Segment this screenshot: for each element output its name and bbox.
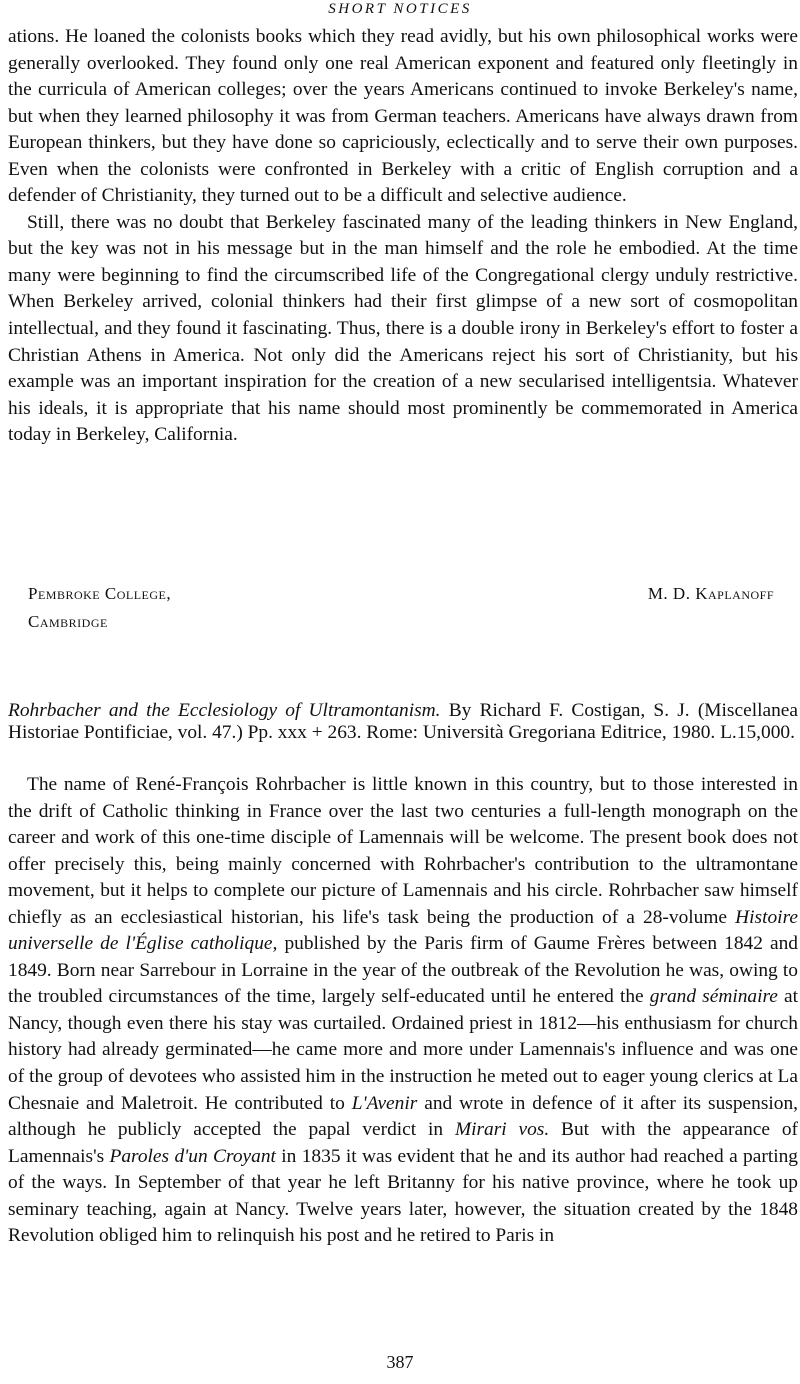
review-2-text (8, 772, 798, 1250)
affiliation-line-2: Cambridge (28, 612, 108, 631)
review-1-text (8, 24, 798, 449)
book-title: Rohrbacher and the Ecclesiology of Ultramontanism. (8, 700, 441, 721)
review-1-paragraph-2: Still, there was no doubt that Berkeley fascinated many of the leading thinkers in New England, but the key was not in his message but in the man himself and the role he embodied. At the time many were beginning to find the circumscribed life of the Congregational clergy unduly restrictive. When Berkeley arrived, colonial thinkers had their first glimpse of a new sort of cosmopolitan intellectual, and they found it fascinating. Thus, there is a double irony in Berkeley's effort to foster a Christian Athens in America. Not only did the Americans reject his sort of Christianity, but his example was an important inspiration for the creation of a new secularised intelligentsia. Whatever his ideals, it is appropriate that his name should most prominently be commemorated in America today in Berkeley, California. (8, 211, 798, 446)
italic-title-histoire: Histoire universelle de l'Église catholique, (8, 906, 798, 955)
affiliation-line-1: Pembroke College, (28, 584, 172, 603)
italic-title-paroles: Paroles d'un Croyant (109, 1145, 276, 1167)
page-number: 387 (386, 1352, 414, 1372)
running-header: SHORT NOTICES (328, 1, 472, 17)
book-details: By Richard F. Costigan, S. J. (Miscellanea Historiae Pontificiae, vol. 47.) Pp. xxx + 263. Rome: Università Gregoriana Editrice, 1980. L.15,000. (8, 700, 798, 743)
review-2-citation (8, 700, 798, 744)
review-2-paragraph: The name of René-François Rohrbacher is little known in this country, but to those interested in the drift of Catholic thinking in France over the last two centuries a full-length monograph on the career and work of this one-time disciple of Lamennais will be welcome. The present book does not offer precisely this, being mainly concerned with Rohrbacher's contribution to the ultramontane movement, but it helps to complete our picture of Lamennais and his circle. Rohrbacher saw himself chiefly as an ecclesiastical historian, his life's task being the production of a 28-volume Histoire universelle de l'Église catholique, published by the Paris firm of Gaume Frères between 1842 and 1849. Born near Sarrebour in Lorraine in the year of the outbreak of the Revolution he was, owing to the troubled circumstances of the time, largely self-educated until he entered the grand séminaire at Nancy, though even there his stay was curtailed. Ordained priest in 1812—his enthusiasm for church history had already germinated—he came more and more under Lamennais's influence and was one of the group of devotees who assisted him in the instruction he meted out to eager young clerics at La Chesnaie and Maletroit. He contributed to L'Avenir and wrote in defence of it after its suspension, although he publicly accepted the papal verdict in Mirari vos. But with the appearance of Lamennais's Paroles d'un Croyant in 1835 it was evident that he and its author had reached a parting of the ways. In September of that year he left Britanny for his native province, where he took up seminary teaching, again at Nancy. Twelve years later, however, the situation created by the 1848 Revolution obliged him to relinquish his post and he retired to Paris in (8, 774, 799, 1247)
italic-title-lavenir: L'Avenir (351, 1092, 418, 1114)
review-1-paragraph-1: ations. He loaned the colonists books which they read avidly, but his own philosophical works were generally overlooked. They found only one real American exponent and featured only fleetingly in the curricula of American colleges; over the years Americans continued to invoke Berkeley's name, but when they learned philosophy it was from German teachers. Americans have always drawn from European thinkers, but they have done so capriciously, eclectically and to serve their own purposes. Even when the colonists were confronted in Berkeley with a critic of English corruption and a defender of Christianity, they turned out to be a difficult and selective audience. (8, 26, 798, 207)
italic-mirari-vos: Mirari vos. (454, 1119, 550, 1141)
italic-grand-seminaire: grand séminaire (649, 986, 778, 1008)
reviewer-name: M. D. Kaplanoff (647, 584, 774, 603)
